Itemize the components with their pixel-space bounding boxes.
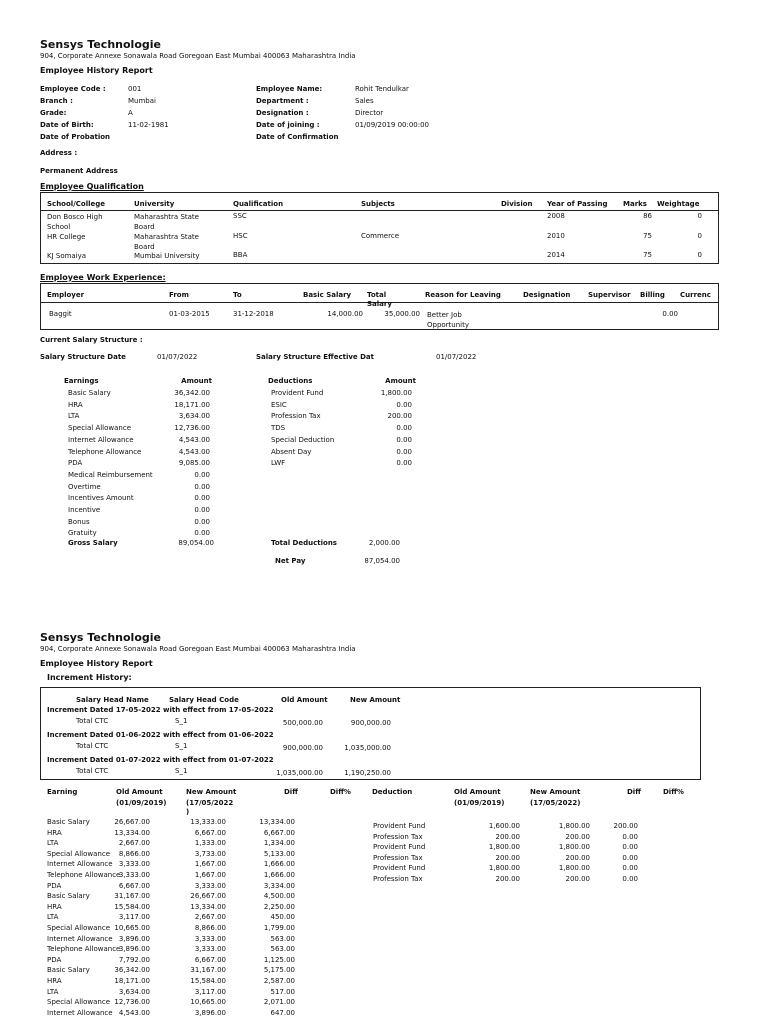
comparison-deduction-new: 1,800.00 (558, 864, 590, 873)
qualification-university: Maharashtra State Board (134, 233, 199, 251)
field-label: Employee Code : (40, 85, 106, 93)
experience-title: Employee Work Experience: (40, 273, 166, 282)
increment-title: Increment Dated 17-05-2022 with effect from 17-05-2022 (47, 706, 274, 714)
comparison-deduction-diff: 0.00 (622, 843, 638, 852)
earning-name: Incentive (68, 506, 101, 514)
increment-old-amount: 900,000.00 (282, 744, 323, 752)
comparison-earning-diff: 2,587.00 (263, 977, 295, 985)
deduction-name: ESIC (271, 400, 287, 409)
qualification-school: HR College (47, 233, 86, 241)
earning-name: Special Allowance (68, 424, 132, 433)
comparison-earning-diff: 1,334.00 (263, 839, 295, 848)
field-value: 01/09/2019 00:00:00 (355, 121, 430, 129)
earning-column-header: Earning (47, 788, 78, 796)
new-amount-date-header-tail: ) (186, 808, 190, 816)
qualification-weightage: 0 (697, 212, 702, 220)
comparison-earning-diff: 450.00 (270, 913, 295, 922)
comparison-earning-diff: 1,666.00 (263, 860, 295, 869)
comparison-deduction-diff: 200.00 (613, 822, 638, 830)
comparison-earning-name: Basic Salary (47, 892, 90, 901)
comparison-earning-old: 2,667.00 (118, 839, 150, 848)
experience-employer: Baggit (49, 310, 72, 318)
comparison-earning-name: HRA (47, 828, 62, 837)
comparison-earning-name: Internet Allowance (47, 860, 113, 869)
comparison-earning-diff: 13,334.00 (259, 818, 295, 826)
comparison-earning-diff: 2,071.00 (263, 998, 295, 1007)
qualification-name: SSC (233, 212, 247, 220)
earning-amount: 4,543.00 (178, 447, 210, 456)
comparison-earning-diff: 1,666.00 (263, 871, 295, 879)
experience-column-header: Basic Salary (303, 291, 352, 299)
qualification-column-header: Subjects (361, 200, 395, 208)
qualification-school: Don Bosco High School (47, 213, 103, 231)
increment-head-name: Total CTC (76, 717, 109, 725)
company-address-2: 904, Corporate Annexe Sonawala Road Goregoan East Mumbai 400063 Maharashtra India (40, 645, 356, 653)
comparison-earning-new: 15,584.00 (190, 977, 226, 985)
comparison-earning-name: LTA (47, 913, 59, 922)
comparison-earning-new: 3,333.00 (194, 945, 226, 954)
experience-reason: Better Job Opportunity (427, 311, 470, 329)
earning-name: LTA (68, 412, 80, 421)
increment-column-header: Old Amount (281, 696, 328, 704)
earning-name: Internet Allowance (68, 435, 134, 444)
increment-new-amount: 1,190,250.00 (344, 769, 391, 777)
qualification-university: Mumbai University (134, 252, 200, 260)
qualification-weightage: 0 (697, 232, 702, 240)
comparison-earning-new: 3,333.00 (194, 881, 226, 890)
field-value: 11-02-1981 (128, 121, 169, 129)
diff-percent-header: Diff% (330, 788, 351, 796)
comparison-deduction-new: 200.00 (565, 853, 590, 862)
deductions-amount-header: Amount (385, 377, 416, 385)
comparison-earning-new: 3,733.00 (194, 849, 226, 858)
earning-name: Basic Salary (68, 389, 111, 397)
field-label: Department : (256, 97, 309, 105)
deduction-diff-header: Diff (627, 788, 641, 796)
earning-amount: 36,342.00 (174, 389, 210, 397)
comparison-earning-diff: 4,500.00 (263, 892, 295, 901)
qualification-marks: 86 (643, 212, 652, 220)
deduction-name: LWF (271, 459, 286, 468)
comparison-earning-name: Telephone Allowance (47, 871, 121, 879)
increment-head-name: Total CTC (76, 742, 109, 750)
comparison-deduction-new: 200.00 (565, 832, 590, 841)
old-amount-header: Old Amount (116, 788, 163, 796)
comparison-earning-name: Internet Allowance (47, 1008, 113, 1017)
experience-column-header: Employer (47, 291, 85, 299)
comparison-earning-name: HRA (47, 977, 62, 985)
earning-amount: 4,543.00 (178, 435, 210, 444)
deduction-new-amount-header: New Amount (530, 788, 581, 796)
qualification-column-header: Division (501, 200, 533, 208)
field-label: Date of Birth: (40, 121, 94, 129)
qualification-year: 2014 (547, 251, 565, 259)
deduction-new-amount-date-header: (17/05/2022) (530, 799, 581, 807)
comparison-earning-diff: 3,334.00 (263, 881, 295, 890)
experience-column-header: Reason for Leaving (425, 291, 501, 299)
comparison-earning-name: Basic Salary (47, 966, 90, 975)
comparison-earning-old: 7,792.00 (118, 955, 150, 964)
qualification-subjects: Commerce (361, 232, 399, 240)
increment-new-amount: 1,035,000.00 (344, 744, 391, 752)
salary-date-value: 01/07/2022 (157, 353, 198, 361)
earning-name: Gratuity (68, 529, 97, 538)
experience-total-salary: 35,000.00 (384, 310, 420, 318)
increment-head-name: Total CTC (76, 767, 109, 775)
comparison-earning-new: 3,333.00 (194, 934, 226, 943)
deduction-amount: 0.00 (396, 447, 412, 456)
comparison-earning-old: 31,167.00 (114, 892, 150, 901)
comparison-deduction-diff: 0.00 (622, 875, 638, 883)
earning-name: HRA (68, 400, 83, 409)
salary-effective-label: Salary Structure Effective Dat (256, 353, 375, 361)
comparison-earning-old: 4,543.00 (118, 1008, 150, 1017)
salary-effective-value: 01/07/2022 (436, 353, 477, 361)
increment-old-amount: 500,000.00 (282, 719, 323, 727)
old-amount-date-header: (01/09/2019) (116, 799, 167, 807)
earning-name: Medical Reimbursement (68, 470, 153, 479)
earning-name: Incentives Amount (68, 494, 134, 503)
comparison-earning-diff: 517.00 (270, 987, 295, 996)
experience-basic-salary: 14,000.00 (327, 310, 363, 318)
deduction-name: Profession Tax (271, 412, 321, 421)
comparison-earning-old: 10,665.00 (114, 924, 150, 932)
comparison-deduction-diff: 0.00 (622, 853, 638, 862)
comparison-deduction-old: 200.00 (495, 853, 520, 862)
earnings-header: Earnings (64, 377, 99, 385)
comparison-earning-old: 3,333.00 (118, 860, 150, 869)
comparison-earning-new: 3,117.00 (194, 987, 226, 996)
earning-amount: 18,171.00 (174, 400, 210, 409)
earning-amount: 0.00 (194, 494, 210, 503)
comparison-earning-name: LTA (47, 839, 59, 848)
comparison-deduction-old: 1,800.00 (488, 864, 520, 873)
increment-old-amount: 1,035,000.00 (276, 769, 323, 777)
field-label: Date of joining : (256, 121, 320, 129)
comparison-earning-old: 3,634.00 (118, 987, 150, 996)
deduction-name: Absent Day (271, 447, 312, 456)
earning-amount: 9,085.00 (178, 459, 210, 468)
net-pay-value: 87,054.00 (364, 557, 400, 565)
company-name-2: Sensys Technologie (40, 631, 161, 644)
comparison-earning-diff: 2,250.00 (263, 902, 295, 911)
earning-name: Bonus (68, 517, 90, 526)
earning-name: Overtime (68, 482, 101, 491)
experience-column-header: Supervisor (588, 291, 631, 299)
qualification-column-header: Year of Passing (547, 200, 608, 208)
comparison-deduction-new: 200.00 (565, 875, 590, 883)
comparison-earning-diff: 5,133.00 (263, 849, 295, 858)
comparison-earning-diff: 563.00 (270, 934, 295, 943)
comparison-earning-new: 13,333.00 (190, 818, 226, 826)
comparison-earning-old: 26,667.00 (114, 818, 150, 826)
comparison-earning-old: 3,117.00 (118, 913, 150, 922)
earning-amount: 0.00 (194, 482, 210, 491)
comparison-earning-old: 3,896.00 (118, 934, 150, 943)
field-label: Branch : (40, 97, 73, 105)
experience-column-header: Designation (523, 291, 571, 299)
report-title-2: Employee History Report (40, 659, 153, 668)
qualification-year: 2010 (547, 232, 565, 240)
comparison-earning-name: Special Allowance (47, 998, 111, 1007)
field-value: Mumbai (128, 97, 156, 105)
company-name: Sensys Technologie (40, 38, 161, 51)
deduction-old-amount-date-header: (01/09/2019) (454, 799, 505, 807)
qualification-school: KJ Somaiya (47, 252, 87, 260)
comparison-deduction-name: Provident Fund (373, 843, 426, 852)
comparison-earning-old: 6,667.00 (118, 881, 150, 890)
comparison-deduction-old: 200.00 (495, 875, 520, 883)
comparison-earning-name: LTA (47, 987, 59, 996)
comparison-deduction-diff: 0.00 (622, 864, 638, 873)
qualification-column-header: Weightage (657, 200, 700, 208)
qualification-name: HSC (233, 232, 248, 240)
comparison-deduction-old: 1,800.00 (488, 843, 520, 852)
qualification-column-header: School/College (47, 200, 105, 208)
deduction-name: Special Deduction (271, 435, 335, 444)
comparison-deduction-old: 200.00 (495, 832, 520, 841)
comparison-earning-old: 3,896.00 (118, 945, 150, 954)
experience-column-header: To (233, 291, 242, 299)
earnings-amount-header: Amount (181, 377, 212, 385)
comparison-earning-name: Basic Salary (47, 818, 90, 826)
experience-billing: 0.00 (662, 310, 678, 318)
diff-header: Diff (284, 788, 298, 796)
increment-title: Increment Dated 01-06-2022 with effect from 01-06-2022 (47, 731, 274, 739)
comparison-deduction-old: 1,600.00 (488, 822, 520, 830)
comparison-deduction-name: Profession Tax (373, 832, 423, 841)
qualification-year: 2008 (547, 212, 565, 220)
increment-new-amount: 900,000.00 (350, 719, 391, 727)
deduction-amount: 1,800.00 (380, 389, 412, 397)
total-deductions-label: Total Deductions (271, 539, 337, 547)
salary-title: Current Salary Structure : (40, 336, 143, 344)
earning-amount: 0.00 (194, 470, 210, 479)
comparison-earning-new: 1,667.00 (194, 860, 226, 869)
comparison-earning-diff: 6,667.00 (263, 828, 295, 837)
earning-amount: 3,634.00 (178, 412, 210, 421)
increment-head-code: S_1 (175, 767, 188, 775)
field-value: A (128, 109, 133, 117)
report-title: Employee History Report (40, 66, 153, 75)
earning-name: Telephone Allowance (68, 447, 142, 456)
comparison-deduction-new: 1,800.00 (558, 843, 590, 852)
comparison-earning-diff: 1,799.00 (263, 924, 295, 932)
experience-from: 01-03-2015 (169, 310, 210, 318)
increment-head-code: S_1 (175, 717, 188, 725)
comparison-earning-new: 8,866.00 (194, 924, 226, 932)
company-address: 904, Corporate Annexe Sonawala Road Goregoan East Mumbai 400063 Maharashtra India (40, 52, 356, 60)
salary-date-label: Salary Structure Date (40, 353, 126, 361)
comparison-deduction-new: 1,800.00 (558, 822, 590, 830)
comparison-earning-old: 3,333.00 (118, 871, 150, 879)
qualification-name: BBA (233, 251, 248, 259)
comparison-earning-name: PDA (47, 881, 62, 890)
comparison-deduction-name: Provident Fund (373, 864, 426, 873)
comparison-earning-new: 2,667.00 (194, 913, 226, 922)
qualification-column-header: Qualification (233, 200, 284, 208)
increment-title: Increment Dated 01-07-2022 with effect from 01-07-2022 (47, 756, 274, 764)
new-amount-date-header: (17/05/2022 (186, 799, 234, 807)
comparison-earning-diff: 647.00 (270, 1008, 295, 1017)
experience-to: 31-12-2018 (233, 310, 274, 318)
gross-salary-value: 89,054.00 (178, 539, 214, 547)
comparison-earning-diff: 1,125.00 (263, 955, 295, 964)
increment-column-header: Salary Head Name (76, 696, 149, 704)
deduction-amount: 0.00 (396, 459, 412, 468)
qualification-marks: 75 (643, 232, 652, 240)
increment-head-code: S_1 (175, 742, 188, 750)
deduction-amount: 0.00 (396, 435, 412, 444)
field-value: Rohit Tendulkar (355, 85, 409, 93)
experience-column-header: Total Salary (367, 291, 392, 308)
comparison-earning-new: 6,667.00 (194, 828, 226, 837)
comparison-earning-old: 8,866.00 (118, 849, 150, 858)
address-label: Address : (40, 149, 78, 157)
qualification-header-divider (41, 210, 718, 211)
comparison-earning-old: 12,736.00 (114, 998, 150, 1007)
comparison-earning-name: Internet Allowance (47, 934, 113, 943)
comparison-earning-new: 1,667.00 (194, 871, 226, 879)
earning-amount: 0.00 (194, 517, 210, 526)
deduction-amount: 200.00 (387, 412, 412, 421)
qualification-weightage: 0 (697, 251, 702, 259)
comparison-deduction-diff: 0.00 (622, 832, 638, 841)
field-label: Date of Confirmation (256, 133, 339, 141)
deduction-amount: 0.00 (396, 424, 412, 433)
total-deductions-value: 2,000.00 (368, 539, 400, 547)
qualification-title: Employee Qualification (40, 182, 144, 191)
net-pay-label: Net Pay (275, 557, 306, 565)
comparison-deduction-name: Profession Tax (373, 875, 423, 883)
comparison-earning-diff: 563.00 (270, 945, 295, 954)
increment-column-header: New Amount (350, 696, 401, 704)
comparison-earning-name: Special Allowance (47, 924, 111, 932)
qualification-marks: 75 (643, 251, 652, 259)
deduction-name: Provident Fund (271, 389, 324, 397)
increment-history-title: Increment History: (47, 673, 132, 682)
comparison-earning-name: Special Allowance (47, 849, 111, 858)
deduction-diff-percent-header: Diff% (663, 788, 684, 796)
comparison-earning-old: 15,584.00 (114, 902, 150, 911)
deduction-name: TDS (271, 424, 286, 433)
comparison-earning-diff: 5,175.00 (263, 966, 295, 975)
comparison-earning-new: 31,167.00 (190, 966, 226, 975)
field-label: Designation : (256, 109, 309, 117)
qualification-university: Maharashtra State Board (134, 213, 199, 231)
increment-column-header: Salary Head Code (169, 696, 239, 704)
comparison-earning-new: 3,896.00 (194, 1008, 226, 1017)
comparison-deduction-name: Provident Fund (373, 822, 426, 830)
comparison-earning-new: 1,333.00 (194, 839, 226, 848)
new-amount-header: New Amount (186, 788, 237, 796)
field-label: Date of Probation (40, 133, 111, 141)
comparison-earning-old: 36,342.00 (114, 966, 150, 975)
qualification-column-header: University (134, 200, 175, 208)
permanent-address-label: Permanent Address (40, 167, 118, 175)
earning-amount: 0.00 (194, 529, 210, 538)
comparison-earning-new: 13,334.00 (190, 902, 226, 911)
comparison-earning-name: Telephone Allowance (47, 945, 121, 954)
comparison-earning-new: 10,665.00 (190, 998, 226, 1007)
earning-amount: 12,736.00 (174, 424, 210, 433)
comparison-deduction-name: Profession Tax (373, 853, 423, 862)
comparison-earning-name: PDA (47, 955, 62, 964)
experience-column-header: Billing (640, 291, 665, 299)
deductions-header: Deductions (268, 377, 313, 385)
field-label: Employee Name: (256, 85, 323, 93)
field-value: Director (355, 109, 384, 117)
experience-column-header: From (169, 291, 189, 299)
comparison-earning-new: 26,667.00 (190, 892, 226, 901)
qualification-column-header: Marks (623, 200, 647, 208)
earning-amount: 0.00 (194, 506, 210, 514)
field-value: Sales (355, 97, 374, 105)
field-value: 001 (128, 85, 142, 93)
deduction-column-header: Deduction (372, 788, 413, 796)
comparison-earning-new: 6,667.00 (194, 955, 226, 964)
comparison-earning-old: 18,171.00 (114, 977, 150, 985)
experience-column-header: Currenc (680, 291, 711, 299)
deduction-old-amount-header: Old Amount (454, 788, 501, 796)
gross-salary-label: Gross Salary (68, 539, 118, 547)
deduction-amount: 0.00 (396, 400, 412, 409)
comparison-earning-name: HRA (47, 902, 62, 911)
field-label: Grade: (40, 109, 67, 117)
comparison-earning-old: 13,334.00 (114, 828, 150, 837)
earning-name: PDA (68, 459, 83, 468)
